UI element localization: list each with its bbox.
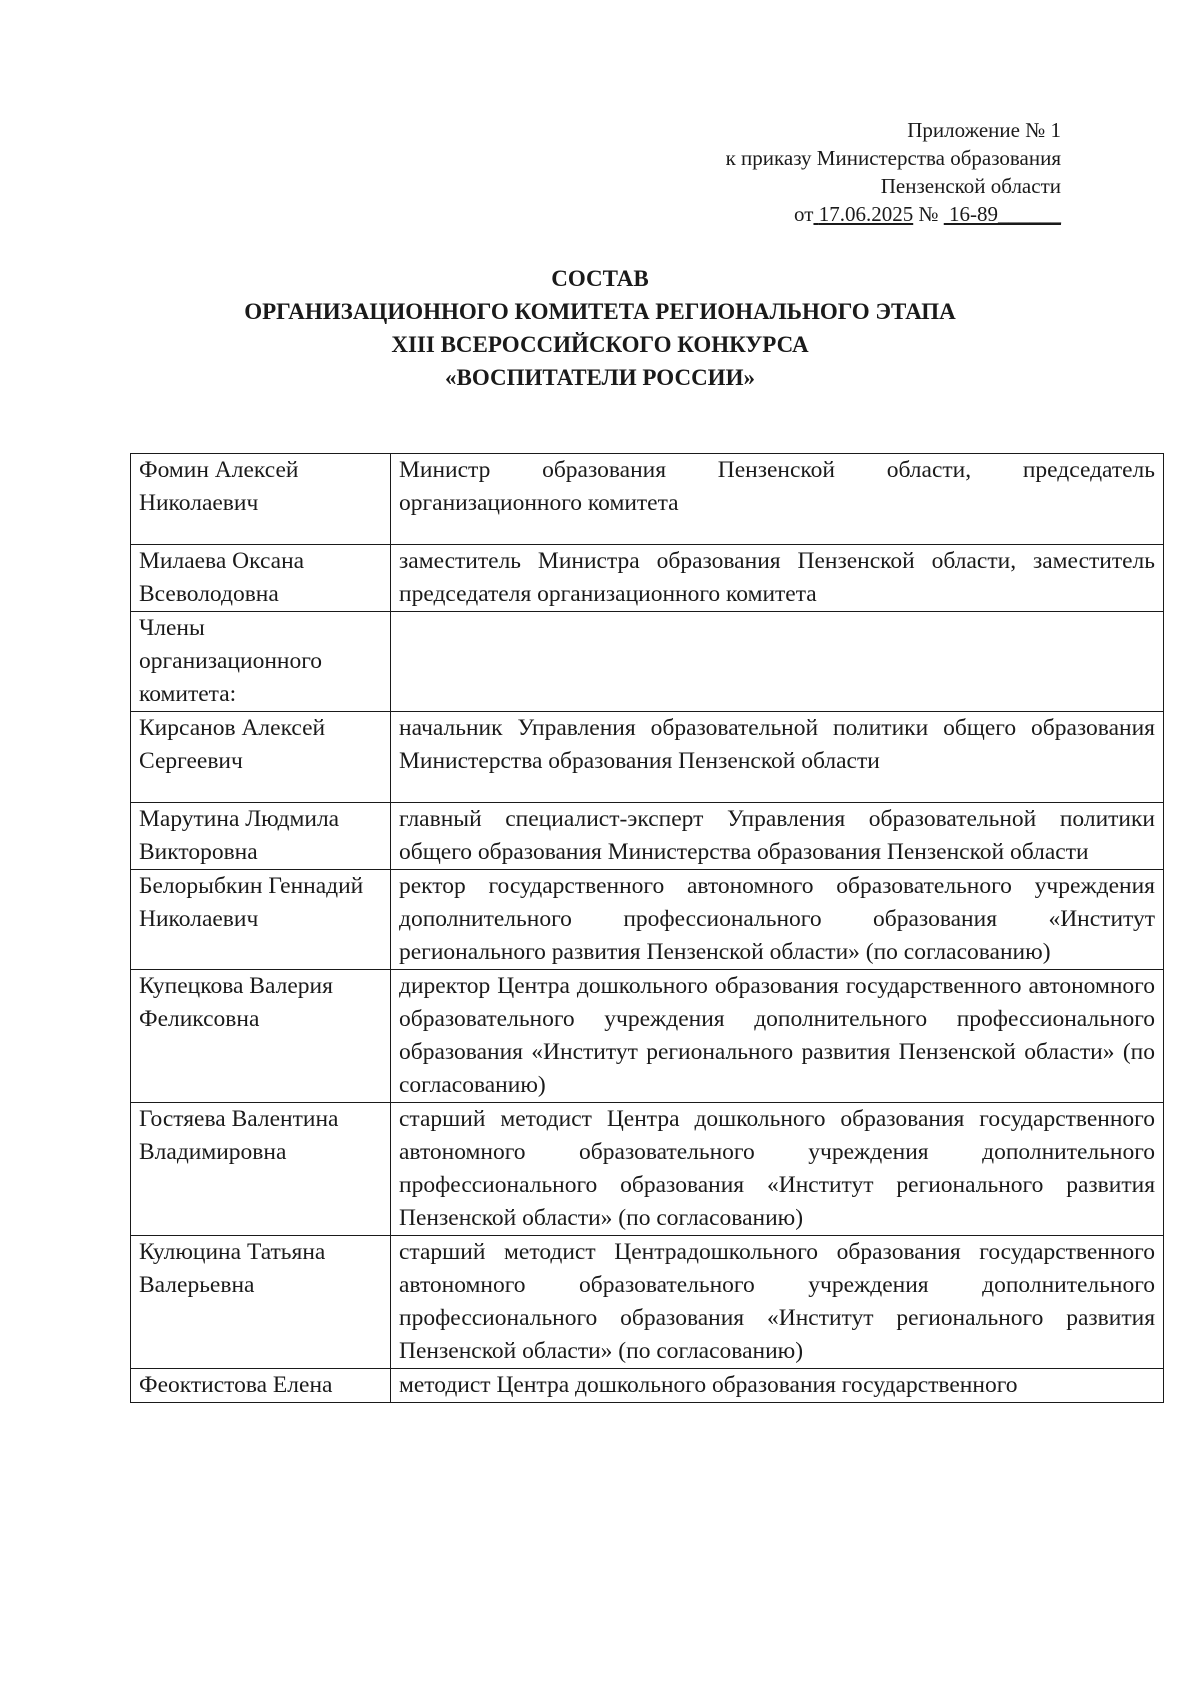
title-line-4: «ВОСПИТАТЕЛИ РОССИИ» (445, 365, 755, 390)
member-name: Кулюцина Татьяна Валерьевна (131, 1236, 391, 1369)
document-title (0, 262, 1200, 394)
member-name: Фомин Алексей Николаевич (131, 454, 391, 545)
table-row (131, 1103, 1164, 1236)
committee-members-table (130, 453, 1164, 1403)
number-sign: № (918, 202, 939, 226)
order-region: Пензенской области (880, 174, 1061, 198)
table-row (131, 1369, 1164, 1403)
table-row (131, 545, 1164, 612)
table-row (131, 612, 1164, 712)
appendix-number: Приложение № 1 (907, 118, 1061, 142)
member-name: Марутина Людмила Викторовна (131, 803, 391, 870)
members-section-label: Члены организационного комитета: (131, 612, 391, 712)
order-reference: к приказу Министерства образования (725, 146, 1061, 170)
date-prefix: от (794, 202, 814, 226)
member-role: ректор государственного автономного образовательного учреждения дополнительного профессионального образования «Институт регионального развития Пензенской области» (по согласованию) (391, 870, 1164, 970)
order-date: 17.06.2025 (818, 202, 914, 226)
member-name: Феоктистова Елена (131, 1369, 391, 1403)
member-role: главный специалист-эксперт Управления образовательной политики общего образования Министерства образования Пензенской области (391, 803, 1164, 870)
appendix-header (726, 116, 1061, 228)
member-role: Министр образования Пензенской области, председатель организационного комитета (391, 454, 1164, 545)
title-line-1: СОСТАВ (551, 266, 649, 291)
member-role: заместитель Министра образования Пензенской области, заместитель председателя организационного комитета (391, 545, 1164, 612)
member-role: старший методист Центрадошкольного образования государственного автономного образовательного учреждения дополнительного профессионального образования «Институт регионального развития Пензенской области» (по согласованию) (391, 1236, 1164, 1369)
member-role: директор Центра дошкольного образования государственного автономного образовательного учреждения дополнительного профессионального образования «Институт регионального развития Пензенской области» (по согласованию) (391, 970, 1164, 1103)
table-row (131, 454, 1164, 545)
member-name: Кирсанов Алексей Сергеевич (131, 712, 391, 803)
table-row (131, 803, 1164, 870)
member-name: Белорыбкин Геннадий Николаевич (131, 870, 391, 970)
member-name: Милаева Оксана Всеволодовна (131, 545, 391, 612)
member-name: Гостяева Валентина Владимировна (131, 1103, 391, 1236)
member-name: Купецкова Валерия Феликсовна (131, 970, 391, 1103)
table-row (131, 970, 1164, 1103)
table-row (131, 712, 1164, 803)
member-role: начальник Управления образовательной политики общего образования Министерства образования Пензенской области (391, 712, 1164, 803)
member-role: старший методист Центра дошкольного образования государственного автономного образовательного учреждения дополнительного профессионального образования «Институт регионального развития Пензенской области» (по согласованию) (391, 1103, 1164, 1236)
table-row (131, 1236, 1164, 1369)
member-role (391, 612, 1164, 712)
title-line-2: ОРГАНИЗАЦИОННОГО КОМИТЕТА РЕГИОНАЛЬНОГО ЭТАПА (244, 299, 956, 324)
title-line-3: XIII ВСЕРОССИЙСКОГО КОНКУРСА (391, 332, 809, 357)
member-role: методист Центра дошкольного образования государственного (391, 1369, 1164, 1403)
table-row (131, 870, 1164, 970)
order-date-number (726, 200, 1061, 228)
order-number: 16-89______ (949, 202, 1061, 226)
